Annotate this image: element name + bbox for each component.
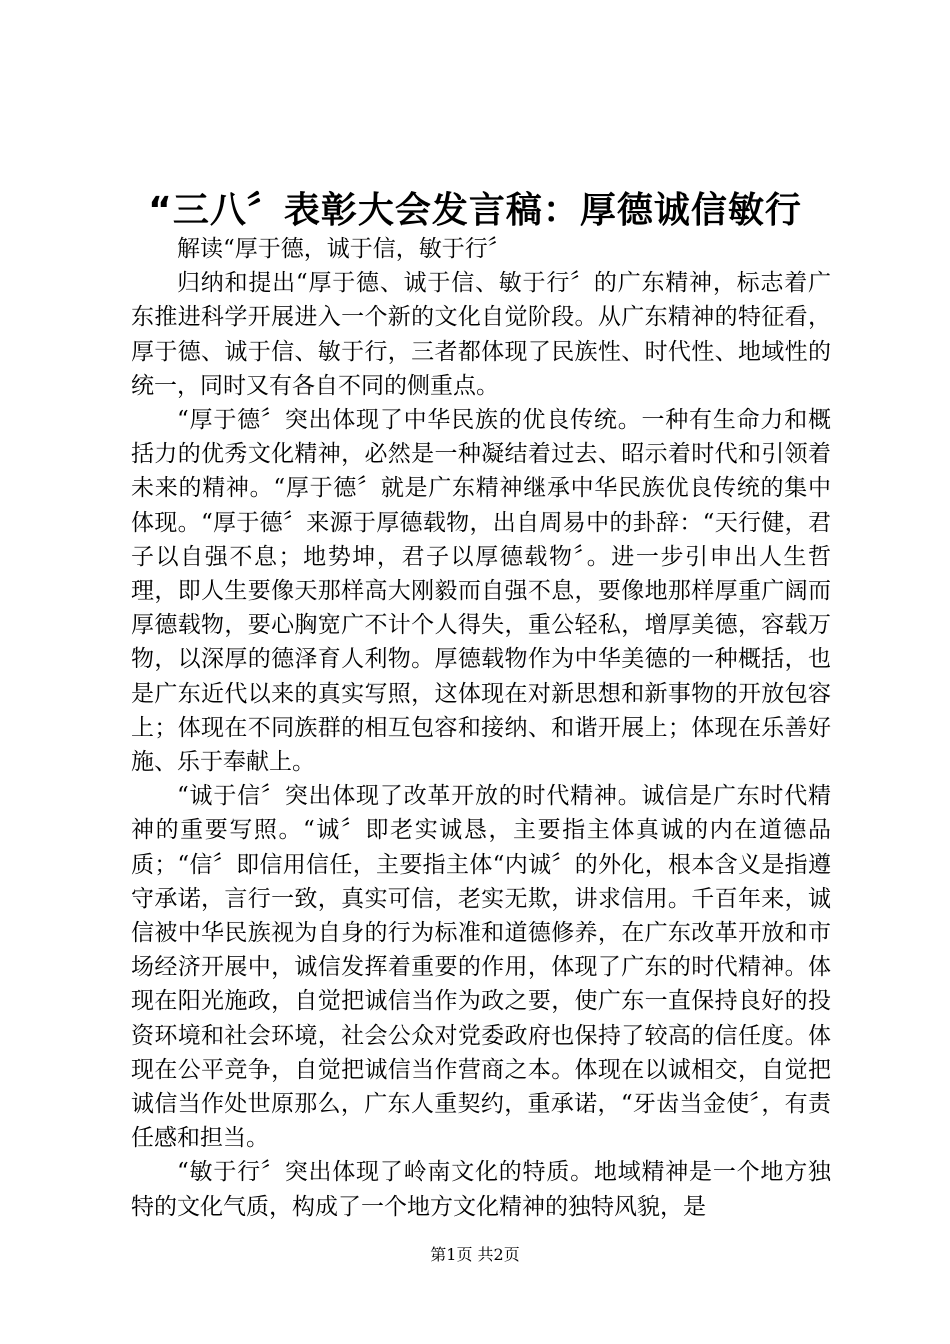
paragraph-houyude: “厚于德〞突出体现了中华民族的优良传统。一种有生命力和概括力的优秀文化精神，必然是一种凝结着过去、昭示着时代和引领着未来的精神。“厚于德〞就是广东精神继承中华民族优良传统的集中体现。“厚于德〞来源于厚德载物，出自周易中的卦辞：“天行健，君子以自强不息；地势坤，君子以厚德载物〞。进一步引申出人生哲理，即人生要像天那样高大刚毅而自强不息，要像地那样厚重广阔而厚德载物，要心胸宽广不计个人得失，重公轻私，增厚美德，容载万物，以深厚的德泽育人利物。厚德载物作为中华美德的一种概括，也是广东近代以来的真实写照，这体现在对新思想和新事物的开放包容上；体现在不同族群的相互包容和接纳、和谐开展上；体现在乐善好施、乐于奉献上。	[131, 407, 831, 776]
paragraph-chengyuxin: “诚于信〞突出体现了改革开放的时代精神。诚信是广东时代精神的重要写照。“诚〞即老实诚恳，主要指主体真诚的内在道德品质；“信〞即信用信任，主要指主体“内诚〞的外化，根本含义是指遵守承诺，言行一致，真实可信，老实无欺，讲求信用。千百年来，诚信被中华民族视为自身的行为标准和道德修养，在广东改革开放和市场经济开展中，诚信发挥着重要的作用，体现了广东的时代精神。体现在阳光施政，自觉把诚信当作为政之要，使广东一直保持良好的投资环境和社会环境，社会公众对党委政府也保持了较高的信任度。体现在公平竞争，自觉把诚信当作营商之本。体现在以诚相交，自觉把诚信当作处世原那么，广东人重契约，重承诺，“牙齿当金使〞，有责任感和担当。	[131, 783, 831, 1152]
paragraph-intro: 归纳和提出“厚于德、诚于信、敏于行〞的广东精神，标志着广东推进科学开展进入一个新的文化自觉阶段。从广东精神的特征看，厚于德、诚于信、敏于行，三者都体现了民族性、时代性、地域性的统一，同时又有各自不同的侧重点。	[131, 270, 831, 399]
page-number-footer: 第1页 共2页	[430, 1245, 520, 1264]
paragraph-minyuxing: “敏于行〞突出体现了岭南文化的特质。地域精神是一个地方独特的文化气质，构成了一个地方文化精神的独特风貌，是	[131, 1159, 831, 1220]
document-body	[131, 232, 831, 1224]
paragraph-subtitle: 解读“厚于德，诚于信，敏于行〞	[177, 236, 511, 262]
document-title: “三八〞表彰大会发言稿：厚德诚信敏行	[148, 190, 802, 231]
